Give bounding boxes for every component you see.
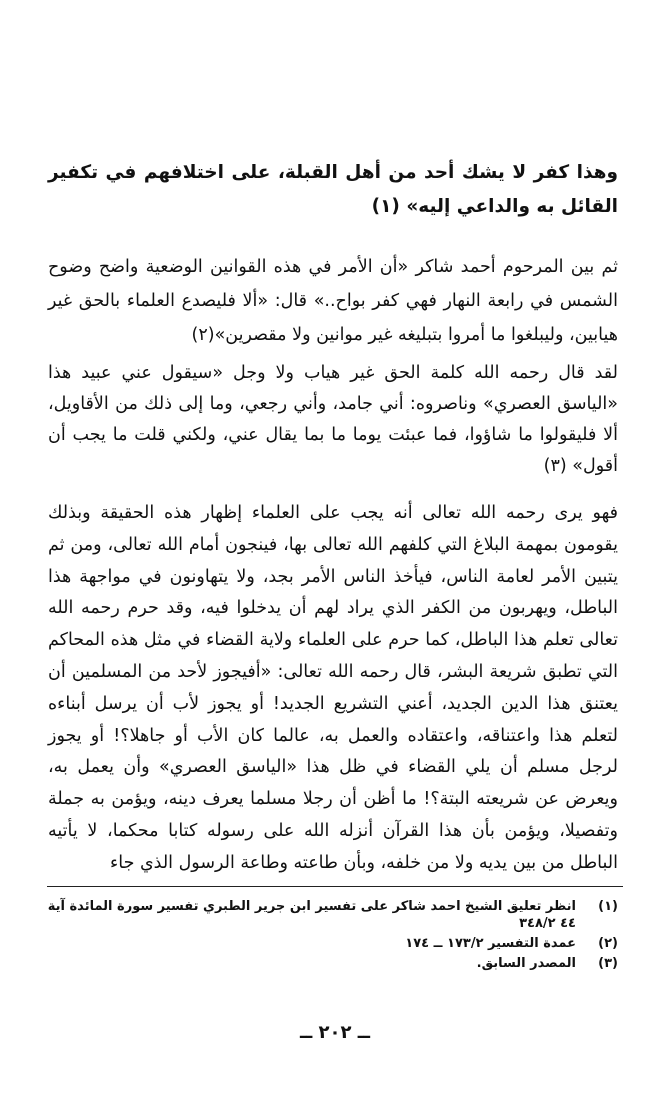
- footnote-3: [46, 955, 618, 972]
- footnote-1: [46, 898, 618, 932]
- footnote-text: انظر تعليق الشيخ احمد شاكر على تفسير ابن جرير الطبري تفسير سورة المائدة آية ٤٤ ٣٤٨/٢: [47, 899, 576, 931]
- footnote-number: (١): [598, 899, 618, 914]
- footnotes: [46, 898, 618, 975]
- paragraph-quote-ending: وهذا كفر لا يشك أحد من أهل القبلة، على اختلافهم في تكفير القائل به والداعي إليه» (١): [48, 162, 618, 217]
- footnote-2: [46, 935, 618, 952]
- paragraph-ahmad-shakir: ثم بين المرحوم أحمد شاكر «أن الأمر في هذه القوانين الوضعية واضح وضوح الشمس في رابعة النهار فهي كفر بواح..» قال: «ألا فليصدع العلماء بالحق غير هيابين، وليبلغوا ما أمروا بتبليغه غير موانين ولا مقصرين»(٢): [48, 257, 618, 345]
- page-number: ــ ٢٠٢ ــ: [299, 1022, 371, 1043]
- footnote-text: المصدر السابق.: [476, 956, 576, 971]
- footnote-divider: [47, 886, 623, 887]
- paragraph-scholars-duty: فهو يرى رحمه الله تعالى أنه يجب على العلماء إظهار هذه الحقيقة وبذلك يقومون بمهمة البلاغ التي كلفهم الله تعالى بها، فينجون أمام الله تعالى، ومن ثم يتبين الأمر لعامة الناس، فيأخذ الناس الأمر بجد، ولا يتهاونون في مواجهة هذا الباطل، ويهربون من الكفر الذي يراد لهم أن يدخلوا فيه، وقد حرم رحمه الله تعالى تعلم هذا الباطل، كما حرم على العلماء ولاية القضاء في مثل هذه المحاكم التي تطبق شريعة البشر، قال رحمه الله تعالى: «أفيجوز لأحد من المسلمين أن يعتنق هذا الدين الجديد، أعني التشريع الجديد! أو يجوز لأب أن يرسل أبناءه لتعلم هذا واعتناقه، واعتقاده والعمل به، عالما كان الأب أو جاهلا؟! أو يجوز لرجل مسلم أن يلي القضاء في ظل هذا «الياسق العصري» وأن يعمل به، ويعرض عن شريعته البتة؟! ما أظن أن رجلا مسلما يعرف دينه، ويؤمن به جملة وتفصيلا، ويؤمن بأن هذا القرآن أنزله الله على رسوله كتابا محكما، لا يأتيه الباطل من بين يديه ولا من خلفه، وبأن طاعته وطاعة الرسول الذي جاء: [48, 503, 618, 873]
- footnote-text: عمدة التفسير ١٧٣/٢ ــ ١٧٤: [405, 936, 576, 951]
- footnote-number: (٣): [598, 956, 618, 971]
- paragraph-word-of-truth: لقد قال رحمه الله كلمة الحق غير هياب ولا وجل «سيقول عني عبيد هذا «الياسق العصري» وناصروه: أني جامد، وأني رجعي، وما إلى ذلك من الأقاويل، ألا فليقولوا ما شاؤوا، فما عبئت يوما ما بما يقال عني، ولكني قلت ما يجب أن أقول» (٣): [48, 363, 618, 476]
- footnote-number: (٢): [598, 936, 618, 951]
